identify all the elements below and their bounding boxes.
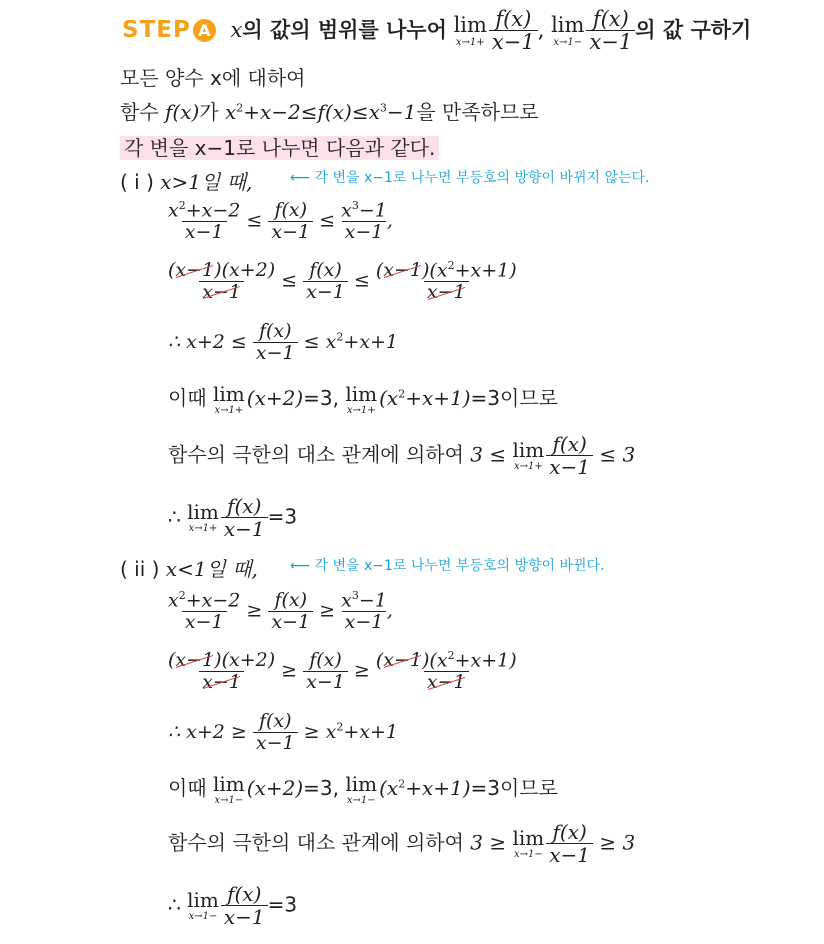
- step-header: STEP A x의 값의 범위를 나누어 lim x→1+ $\frac{f(x)}{x-1}$ , lim x→1− $\frac{f(x)}{x-1}$ 의 값 구하기: [122, 7, 752, 55]
- arrow-left-icon: ⟵: [290, 170, 311, 186]
- case1-then: 이때 lim x→1+ (x+2)=3, lim x→1+ $(x^2+x+1)=3$이므로: [168, 381, 558, 416]
- case1-heading: ( i ) x>1일 때,: [120, 170, 253, 194]
- case1-note: ⟵ 각 변을 x−1로 나누면 부등호의 방향이 바뀌지 않는다.: [290, 170, 650, 186]
- case2-ineq-2: $\frac{(x-1)(x+2)}{x-1}$ ≥ $\frac{f(x)}{x-1}$ ≥ $\frac{(x-1)(x^2+x+1)}{x-1}$: [168, 648, 517, 694]
- step-label: STEP: [122, 17, 191, 44]
- case2-ineq-3: ∴ x+2 ≥ $\frac{f(x)}{x-1}$ ≥ $x^2+x+1$: [168, 710, 398, 754]
- intro-line-1: 모든 양수 x에 대하여: [120, 66, 306, 90]
- arrow-left-icon: ⟵: [290, 558, 311, 574]
- case1-squeeze: 함수의 극한의 대소 관계에 의하여 3 ≤ lim x→1+ $\frac{f(x)}{x-1}$ ≤ 3: [168, 432, 636, 479]
- step-badge: A: [193, 19, 216, 42]
- case2-heading: ( ii ) x<1일 때,: [120, 557, 258, 581]
- intro-line-2: 함수 f(x)가 $x^2+x-2\le f(x)\le x^3-1$을 만족하므로: [120, 100, 539, 124]
- header-title-post: 의 값 구하기: [635, 18, 752, 43]
- case1-ineq-2: $\frac{(x-1)(x+2)}{x-1}$ ≤ $\frac{f(x)}{x-1}$ ≤ $\frac{(x-1)(x^2+x+1)}{x-1}$: [168, 258, 517, 304]
- intro-line-3: 각 변을 x−1로 나누면 다음과 같다.: [120, 132, 439, 161]
- case2-ineq-1: $\frac{x^2+x-2}{x-1}$ ≥ $\frac{f(x)}{x-1}$ ≥ $\frac{x^3-1}{x-1}$ ,: [168, 588, 393, 634]
- header-title-pre: 의 값의 범위를 나누어: [242, 18, 447, 43]
- case2-then: 이때 lim x→1− (x+2)=3, lim x→1− $(x^2+x+1)=3$이므로: [168, 771, 558, 806]
- case1-result: ∴ lim x→1+ $\frac{f(x)}{x-1}$ =3: [168, 494, 298, 541]
- case2-squeeze: 함수의 극한의 대소 관계에 의하여 3 ≥ lim x→1− $\frac{f(x)}{x-1}$ ≥ 3: [168, 820, 636, 867]
- case2-result: ∴ lim x→1− $\frac{f(x)}{x-1}$ =3: [168, 882, 298, 929]
- case1-ineq-1: $\frac{x^2+x-2}{x-1}$ ≤ $\frac{f(x)}{x-1}$ ≤ $\frac{x^3-1}{x-1}$ ,: [168, 198, 393, 244]
- case2-note: ⟵ 각 변을 x−1로 나누면 부등호의 방향이 바뀐다.: [290, 558, 605, 574]
- case1-ineq-3: ∴ x+2 ≤ $\frac{f(x)}{x-1}$ ≤ $x^2+x+1$: [168, 320, 398, 364]
